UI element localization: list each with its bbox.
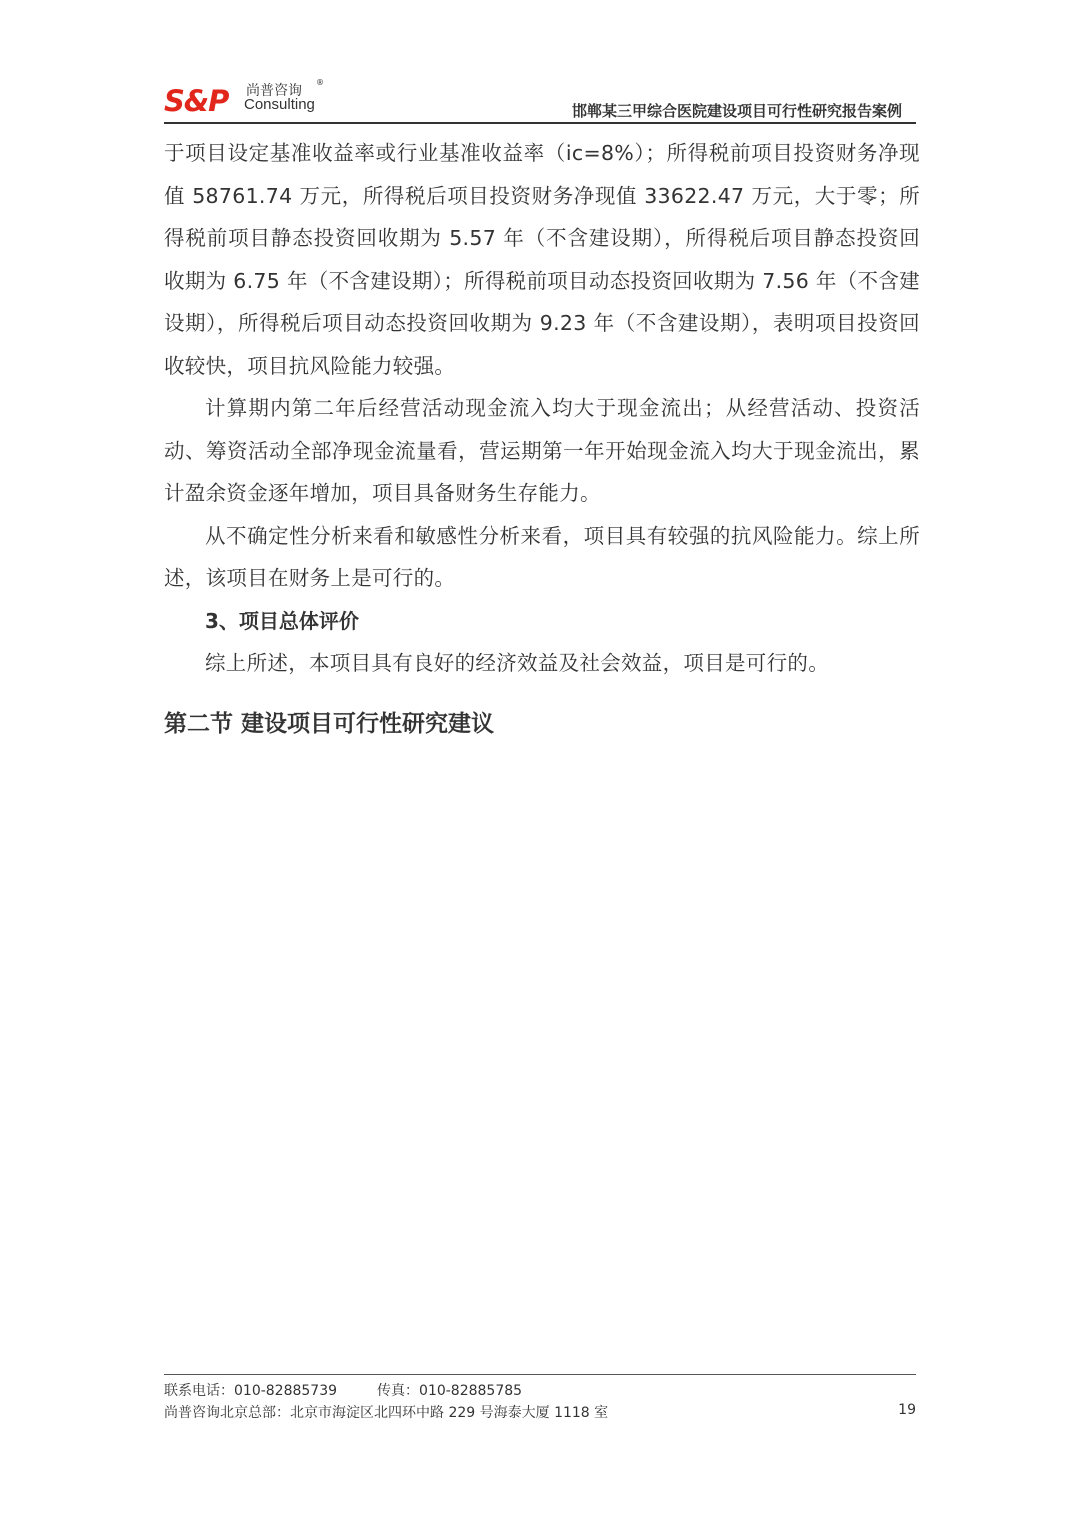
logo-mark: S&P	[164, 84, 229, 118]
footer-address: 尚普咨询北京总部：北京市海淀区北四环中路 229 号海泰大厦 1118 室	[164, 1405, 609, 1421]
footer-divider	[164, 1374, 916, 1375]
footer-phone: 联系电话：010-82885739	[164, 1383, 338, 1399]
footer-contact	[164, 1380, 522, 1400]
company-logo	[164, 78, 334, 118]
subheading-overall-evaluation: 3、项目总体评价	[205, 608, 359, 633]
document-title: 邯郸某三甲综合医院建设项目可行性研究报告案例	[571, 102, 902, 120]
page-number: 19	[898, 1402, 916, 1418]
page-header	[164, 76, 916, 124]
paragraph-risk-analysis: 从不确定性分析来看和敏感性分析来看，项目具有较强的抗风险能力。综上所述，该项目在财务上是可行的。	[164, 523, 920, 590]
paragraph-financial-indicators: 于项目设定基准收益率或行业基准收益率（ic=8%）；所得税前项目投资财务净现值 58761.74 万元，所得税后项目投资财务净现值 33622.47 万元，大于零；所得税前项目静态投资回收期为 5.57 年（不含建设期），所得税后项目静态投资回收期为 6.75 年（不含建设期）；所得税前项目动态投资回收期为 7.56 年（不含建设期），所得税后项目动态投资回收期为 9.23 年（不含建设期），表明项目投资回收较快，项目抗风险能力较强。	[164, 141, 920, 378]
header-divider	[164, 122, 916, 124]
logo-chinese-name: 尚普咨询	[246, 83, 302, 99]
section-heading: 第二节 建设项目可行性研究建议	[164, 710, 495, 737]
paragraph-cash-flow: 计算期内第二年后经营活动现金流入均大于现金流出；从经营活动、投资活动、筹资活动全部净现金流量看，营运期第一年开始现金流入均大于现金流出，累计盈余资金逐年增加，项目具备财务生存能力。	[164, 396, 920, 505]
paragraph-conclusion: 综上所述，本项目具有良好的经济效益及社会效益，项目是可行的。	[205, 651, 829, 675]
page-content	[164, 132, 920, 745]
footer-fax: 传真：010-82885785	[377, 1383, 523, 1399]
logo-registered-mark: ®	[316, 78, 324, 87]
logo-english-name: Consulting	[244, 96, 315, 113]
page-footer	[164, 1374, 916, 1421]
